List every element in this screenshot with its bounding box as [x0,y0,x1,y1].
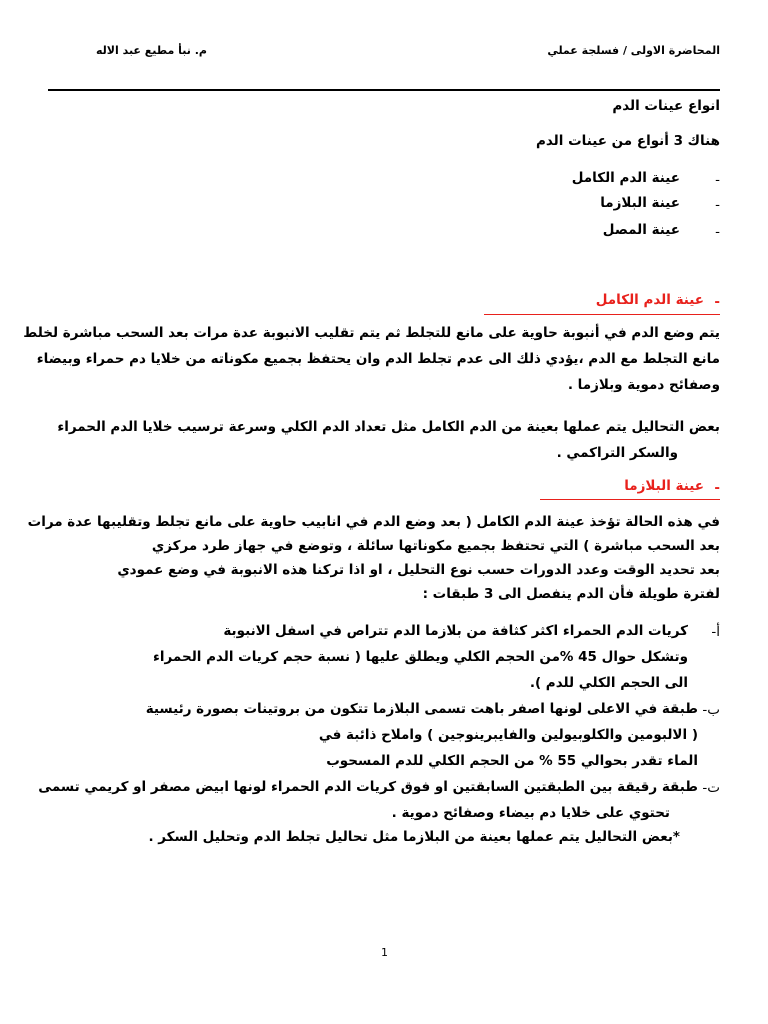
layer-line: وتشكل حوال 45 %من الحجم الكلي ويطلق عليها ( نسبة حجم كريات الدم الحمراء [152,649,688,665]
layer-line: الى الحجم الكلي للدم ). [529,675,688,691]
list-bullet: - [715,172,720,188]
layer-item [48,618,688,696]
section-heading-whole-blood: عينة الدم الكامل [595,292,704,308]
layer-marker: ت- [702,780,720,796]
section-heading-plasma: عينة البلازما [624,478,704,494]
layer-line: تحتوي على خلايا دم بيضاء وصفائح دموية . [391,805,670,821]
section-underline [484,314,720,315]
layer-line: ( الالبومين والكلوبيولين والفايبرينوجين ) واملاح ذائبة في [318,727,698,743]
list-bullet: - [715,197,720,213]
paragraph-line: لفترة طويلة فأن الدم ينفصل الى 3 طبقات : [422,586,720,602]
layer-line: الماء تقدر بحوالي 55 % من الحجم الكلي للدم المسحوب [326,753,698,769]
paragraph-line: بعد تحديد الوقت وعدد الدورات حسب نوع التحليل ، او اذا تركنا هذه الانبوبة في وضع عمودي [117,562,720,578]
layer-marker: أ- [711,624,720,640]
paragraph-line: يتم وضع الدم في أنبوبة حاوية على مانع للتجلط ثم يتم تقليب الانبوبة عدة مرات بعد السحب مباشرة لخلط [23,325,720,341]
layer-marker: ب- [702,702,720,718]
layer-item [48,696,698,774]
plasma-tests-note: *بعض التحاليل يتم عملها بعينة من البلازما مثل تحاليل تجلط الدم وتحليل السكر . [148,829,680,845]
paragraph-whole-blood-tests [48,414,720,466]
header-divider [48,89,720,91]
paragraph-line: والسكر التراكمي . [556,445,678,461]
header-author: م. نبأ مطيع عبد الاله [96,44,207,57]
layer-line: طبقة في الاعلى لونها اصفر باهت تسمى البلازما تتكون من بروتينات بصورة رئيسية [145,701,698,717]
list-item: عينة البلازما [600,195,680,211]
layer-item [38,774,698,826]
section-dash: - [714,480,720,496]
list-item: عينة الدم الكامل [571,170,680,186]
paragraph-line: بعد السحب مباشرة ) التي تحتفظ بجميع مكوناتها سائلة ، وتوضع في جهاز طرد مركزي [151,538,720,554]
paragraph-line: مانع التجلط مع الدم ،يؤدي ذلك الى عدم تجلط الدم وان يحتفظ بجميع مكوناته من خلايا دم حمراء وبيضاء [36,351,720,367]
paragraph-line: في هذه الحالة تؤخذ عينة الدم الكامل ( بعد وضع الدم في انابيب حاوية على مانع تجلط وتقليبها عدة مرات [27,514,720,530]
header-lecture-title: المحاضرة الاولى / فسلجة عملي [547,44,720,57]
paragraph-line: وصفائح دموية وبلازما . [567,377,720,393]
intro-text: هناك 3 أنواع من عينات الدم [535,133,720,149]
paragraph-whole-blood-description [23,320,720,398]
paragraph-plasma-description [27,510,720,606]
layer-line: طبقة رقيقة بين الطبقتين السابقتين او فوق كريات الدم الحمراء لونها ابيض مصفر او كريمي تسمى [38,779,698,795]
layer-line: كريات الدم الحمراء اكثر كثافة من بلازما الدم تتراص في اسفل الانبوبة [223,623,688,639]
list-item: عينة المصل [602,222,680,238]
list-bullet: - [715,224,720,240]
section-underline [540,499,720,500]
page-title: انواع عينات الدم [612,98,720,114]
page-number: 1 [381,946,388,959]
paragraph-line: بعض التحاليل يتم عملها بعينة من الدم الكامل مثل تعداد الدم الكلي وسرعة ترسيب خلايا الدم الحمراء [57,419,720,435]
section-dash: - [714,294,720,310]
